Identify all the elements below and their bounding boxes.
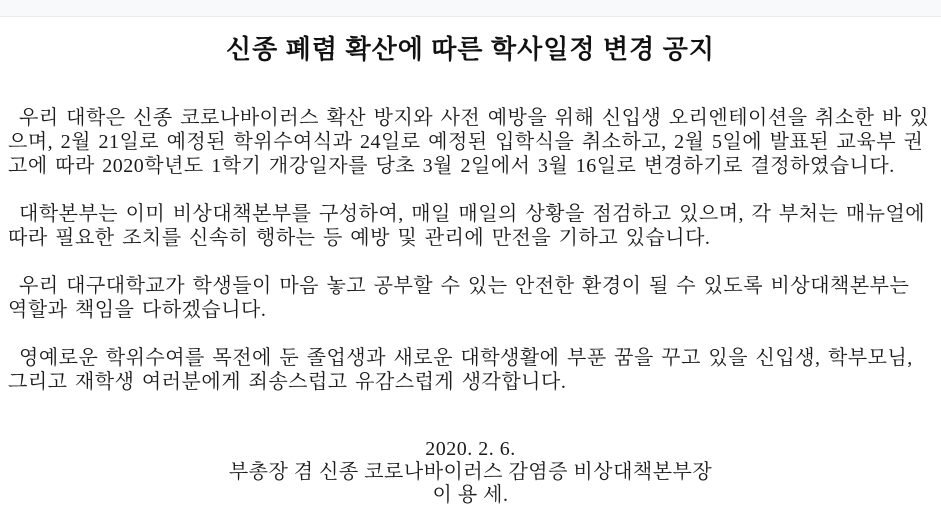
notice-date: 2020. 2. 6. — [425, 438, 516, 460]
notice-document — [0, 17, 941, 507]
notice-paragraph-4: 영예로운 학위수여를 목전에 둔 졸업생과 새로운 대학생활에 부푼 꿈을 꾸고 있을 신입생, 학부모님, 그리고 재학생 여러분에게 죄송스럽고 유감스럽게 생각합니다. — [8, 347, 913, 393]
signer-position: 부총장 겸 신종 코로나바이러스 감염증 비상대책본부장 — [228, 461, 713, 483]
signature-block — [8, 438, 933, 507]
notice-paragraph-3: 우리 대구대학교가 학생들이 마음 놓고 공부할 수 있는 안전한 환경이 될 수 있도록 비상대책본부는 역할과 책임을 다하겠습니다. — [8, 275, 910, 321]
page-top-bar — [0, 0, 941, 17]
notice-body — [8, 106, 933, 394]
signer-name: 이 용 세. — [432, 484, 509, 506]
notice-paragraph-1: 우리 대학은 신종 코로나바이러스 확산 방지와 사전 예방을 위해 신입생 오리엔테이션을 취소한 바 있으며, 2월 21일로 예정된 학위수여식과 24일로 예정된 입학식을 취소하고, 2월 5일에 발표된 교육부 권고에 따라 2020학년도 1학기 개강일자를 당초 3월 2일에서 3월 16일로 변경하기로 결정하였습니다. — [8, 107, 930, 177]
notice-title: 신종 폐렴 확산에 따른 학사일정 변경 공지 — [226, 35, 715, 64]
notice-paragraph-2: 대학본부는 이미 비상대책본부를 구성하여, 매일 매일의 상황을 점검하고 있으며, 각 부처는 매뉴얼에 따라 필요한 조치를 신속히 행하는 등 예방 및 관리에 만전을 기하고 있습니다. — [8, 203, 926, 249]
